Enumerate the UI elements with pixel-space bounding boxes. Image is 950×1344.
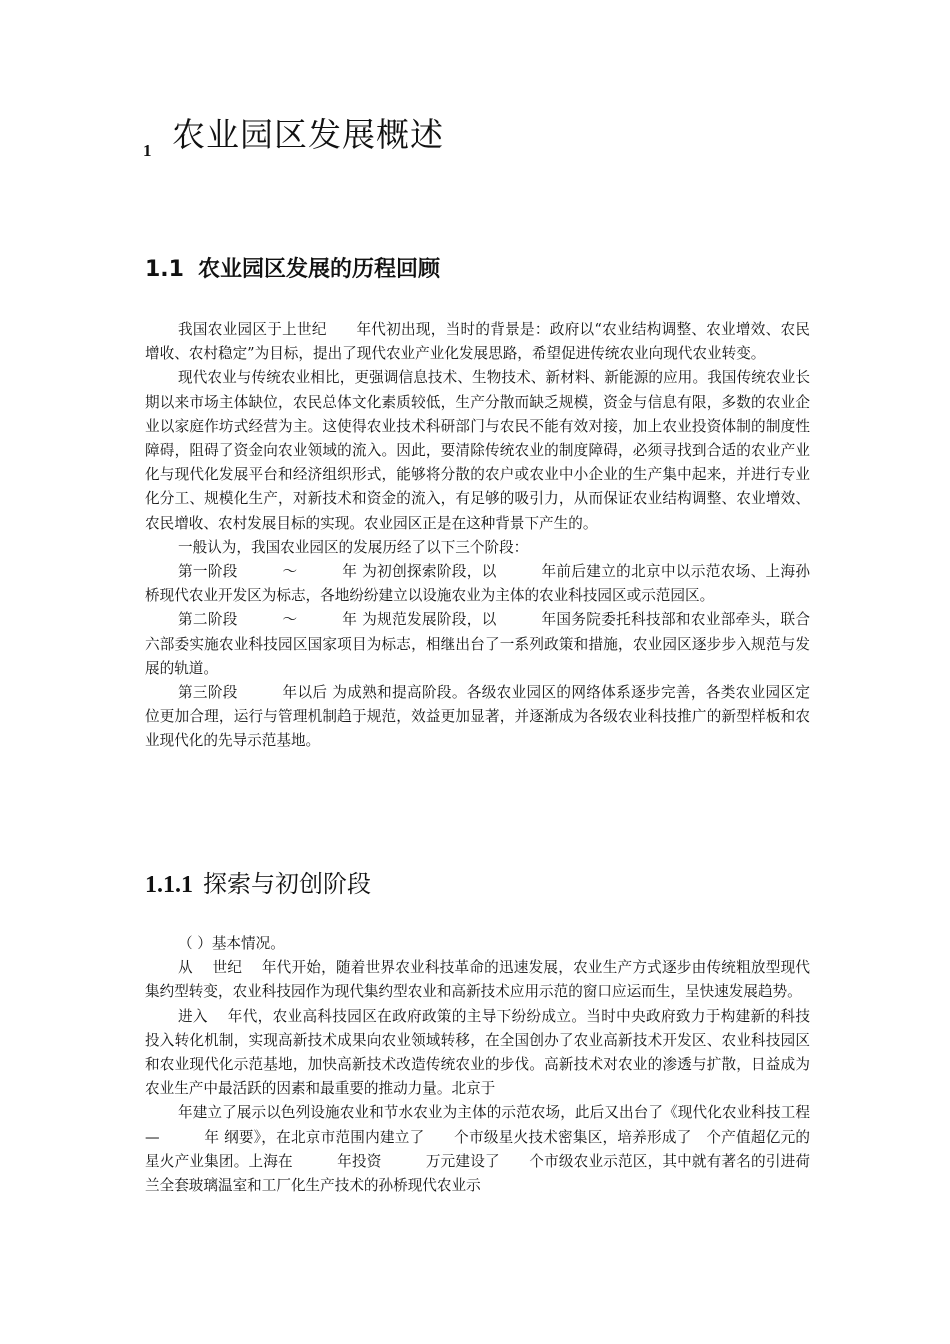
section-number: 1.1 — [145, 257, 184, 282]
subsection-title: 探索与初创阶段 — [203, 870, 371, 898]
section-body — [145, 318, 810, 754]
paragraph: （ ）基本情况。 — [178, 935, 285, 952]
chapter-title: 农业园区发展概述 — [172, 115, 444, 154]
subsection-body — [145, 932, 854, 1198]
paragraph: 我国农业园区于上世纪 年代初出现，当时的背景是：政府以“农业结构调整、农业增效、农民增收、农村稳定”为目标，提出了现代农业产业化发展思路，希望促进传统农业向现代农业转变。 — [145, 321, 810, 363]
paragraph: 从 世纪 年代开始，随着世界农业科技革命的迅速发展，农业生产方式逐步由传统粗放型现代集约型转变，农业科技园作为现代集约型农业和高新技术应用示范的窗口应运而生，呈快速发展趋势。 — [145, 959, 810, 1001]
subsection-number: 1.1.1 — [145, 872, 193, 898]
paragraph: 现代农业与传统农业相比，更强调信息技术、生物技术、新材料、新能源的应用。我国传统农业长期以来市场主体缺位，农民总体文化素质较低，生产分散而缺乏规模，资金与信息有限，多数的农业企业以家庭作坊式经营为主。这使得农业技术科研部门与农民不能有效对接，加上农业投资体制的制度性障碍，阻碍了资金向农业领域的流入。因此，要清除传统农业的制度障碍，必须寻找到合适的农业产业化与现代化发展平台和经济组织形式，能够将分散的农户或农业中小企业的生产集中起来，并进行专业化分工、规模化生产，对新技术和资金的流入，有足够的吸引力，从而保证农业结构调整、农业增效、农民增收、农村发展目标的实现。农业园区正是在这种背景下产生的。 — [145, 369, 810, 532]
section-heading — [145, 252, 440, 283]
paragraph: 第一阶段 ～ 年 为初创探索阶段，以 年前后建立的北京中以示范农场、上海孙桥现代农业开发区为标志，各地纷纷建立以设施农业为主体的农业科技园区或示范园区。 — [145, 563, 810, 605]
paragraph: 第二阶段 ～ 年 为规范发展阶段，以 年国务院委托科技部和农业部牵头，联合六部委实施农业科技园区国家项目为标志，相继出台了一系列政策和措施，农业园区逐步步入规范与发展的轨道。 — [145, 611, 810, 677]
paragraph: 年建立了展示以色列设施农业和节水农业为主体的示范农场，此后又出台了《现代化农业科技工程 — 年 纲要》，在北京市范围内建立了 个市级星火技术密集区，培养形成了 个产值超亿元的星火产业集团。上海在 年投资 万元建设了 个市级农业示范区，其中就有著名的引进荷兰全套玻璃温室和工厂化生产技术的孙桥现代农业示 — [145, 1104, 854, 1195]
paragraph: 进入 年代，农业高科技园区在政府政策的主导下纷纷成立。当时中央政府致力于构建新的科技投入转化机制，实现高新技术成果向农业领域转移，在全国创办了农业高新技术开发区、农业科技园区和农业现代化示范基地，加快高新技术改造传统农业的步伐。高新技术对农业的渗透与扩散，日益成为农业生产中最活跃的因素和最重要的推动力量。北京于 — [145, 1007, 810, 1098]
subsection-heading — [145, 864, 371, 899]
paragraph: 第三阶段 年以后 为成熟和提高阶段。各级农业园区的网络体系逐步完善，各类农业园区定位更加合理，运行与管理机制趋于规范，效益更加显著，并逐渐成为各级农业科技推广的新型样板和农业现代化的先导示范基地。 — [145, 684, 810, 750]
section-title: 农业园区发展的历程回顾 — [197, 257, 440, 282]
chapter-number: 1 — [143, 141, 152, 160]
paragraph: 一般认为，我国农业园区的发展历经了以下三个阶段： — [178, 538, 529, 556]
